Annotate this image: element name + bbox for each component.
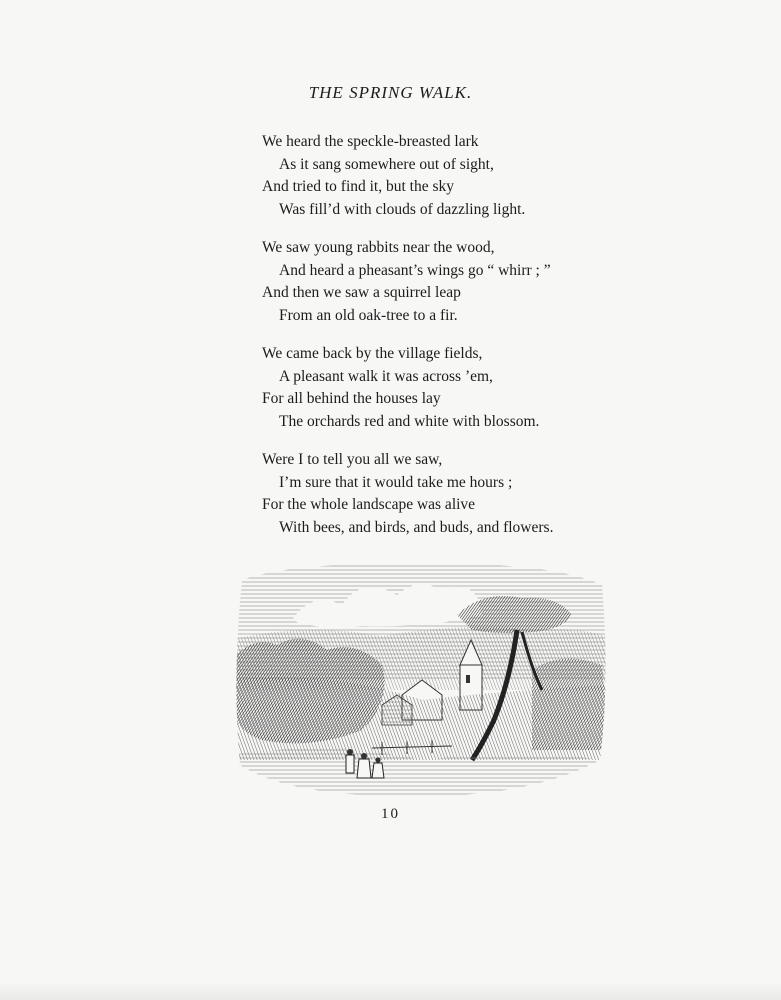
poem-line: For the whole landscape was alive xyxy=(262,496,476,513)
poem-line: We saw young rabbits near the wood, xyxy=(262,239,495,256)
poem-line: For all behind the houses lay xyxy=(262,390,441,407)
poem-line: And tried to find it, but the sky xyxy=(262,178,455,195)
poem-line: The orchards red and white with blossom. xyxy=(279,412,540,430)
poem-line: We came back by the village fields, xyxy=(262,345,483,362)
poem-line: And heard a pheasant’s wings go “ whirr ; ” xyxy=(279,261,551,279)
landscape-engraving xyxy=(232,560,610,800)
poem-line: And then we saw a squirrel leap xyxy=(262,284,461,301)
poem-line: Was fill’d with clouds of dazzling light. xyxy=(279,200,526,218)
poem-line: From an old oak-tree to a fir. xyxy=(279,306,458,324)
poem-line: A pleasant walk it was across ’em, xyxy=(279,367,493,385)
stanza xyxy=(262,343,682,433)
poem xyxy=(262,131,682,555)
page-number: 10 xyxy=(381,806,400,822)
stanza xyxy=(262,237,682,327)
stanza xyxy=(262,131,682,221)
poem-line: With bees, and birds, and buds, and flowers. xyxy=(279,518,554,536)
poem-line: I’m sure that it would take me hours ; xyxy=(279,473,513,491)
page-title: THE SPRING WALK. xyxy=(308,83,473,102)
scan-edge-shadow xyxy=(0,982,781,1000)
stanza xyxy=(262,449,682,539)
poem-line: We heard the speckle-breasted lark xyxy=(262,133,479,150)
poem-line: Were I to tell you all we saw, xyxy=(262,451,443,468)
poem-line: As it sang somewhere out of sight, xyxy=(279,155,494,173)
